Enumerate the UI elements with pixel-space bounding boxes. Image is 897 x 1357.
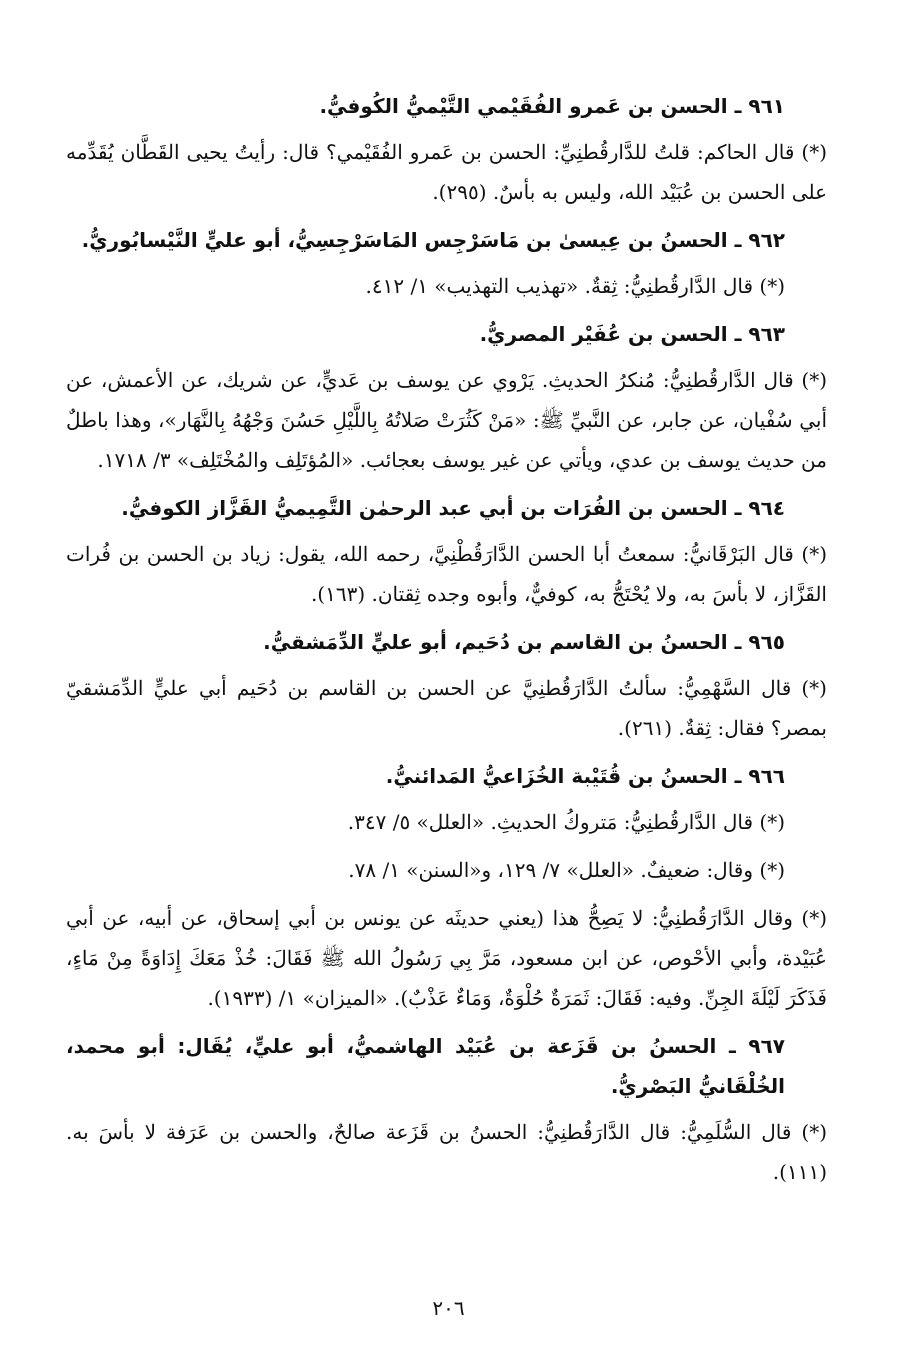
entry-heading: ٩٦٥ ـ الحسنُ بن القاسم بن دُحَيم، أبو عليٍّ الدِّمَشقيُّ. — [263, 630, 785, 654]
entry-heading: ٩٦٣ ـ الحسن بن عُفَيْر المصريُّ. — [479, 322, 785, 346]
entry-heading: ٩٦٧ ـ الحسنُ بن قَزَعة بن عُبَيْد الهاشميُّ، أبو عليٍّ، يُقَال: أبو محمد، الخُلْقَانيُّ البَصْريُّ. — [66, 1034, 785, 1098]
entry-963 — [66, 314, 827, 480]
entry-heading: ٩٦٤ ـ الحسن بن الفُرَات بن أبي عبد الرحمٰن التَّمِيميُّ القَزَّاز الكوفيُّ. — [121, 496, 785, 520]
entry-962 — [66, 220, 827, 306]
entry-text: (*) قال الحاكم: قلتُ للدَّارقُطنِيِّ: الحسن بن عَمرو الفُقَيْمي؟ قال: رأيتُ يحيى القَطَّان يُقَدِّمه على الحسن بن عُبَيْد الله، وليس به بأسٌ. (٢٩٥). — [66, 140, 827, 204]
entry-967 — [66, 1026, 827, 1192]
entry-text: (*) وقال: ضعيفٌ. «العلل» ٧/ ١٢٩، و«السنن» ١/ ٧٨. — [348, 858, 785, 882]
entry-966 — [66, 756, 827, 1018]
page-number: ٢٠٦ — [432, 1296, 465, 1320]
entry-964 — [66, 488, 827, 614]
entry-heading: ٩٦٢ ـ الحسنُ بن عِيسىٰ بن مَاسَرْجِس المَاسَرْجِسِيُّ، أبو عليٍّ النَّيْسابُوريُّ. — [81, 228, 785, 252]
entry-text: (*) قال السُّلَمِيُّ: قال الدَّارَقُطنِيُّ: الحسنُ بن قَزَعة صالحٌ، والحسن بن عَرَفة لا بأسَ به. (١١١). — [66, 1120, 827, 1184]
entry-961 — [66, 86, 827, 212]
entry-text: (*) قال الدَّارقُطنِيُّ: مَتروكُ الحديثِ. «العلل» ٥/ ٣٤٧. — [347, 810, 785, 834]
entry-text: (*) قال الدَّارقُطنِيُّ: ثِقةٌ. «تهذيب التهذيب» ١/ ٤١٢. — [365, 274, 785, 298]
entry-heading: ٩٦١ ـ الحسن بن عَمرو الفُقَيْمي التَّيْميُّ الكُوفيُّ. — [319, 94, 785, 118]
entry-heading: ٩٦٦ ـ الحسنُ بن قُتَيْبة الخُزَاعيُّ المَدائنيُّ. — [385, 764, 785, 788]
entry-text: (*) قال الدَّارقُطنِيُّ: مُنكرُ الحديثِ. يَرْوي عن يوسف بن عَديٍّ، عن شريك، عن الأعمش، عن أبي سُفْيان، عن جابر، عن النَّبيِّ ﷺ: «مَنْ كَثُرَتْ صَلاتُهُ بِاللَّيْلِ حَسُنَ وَجْهُهُ بِالنَّهَار»، وهذا باطلٌ من حديث يوسف بن عدي، ويأتي عن غير يوسف بعجائب. «المُؤتَلِف والمُخْتَلِف» ٣/ ١٧١٨. — [66, 368, 827, 472]
entry-text: (*) قال السَّهْمِيُّ: سألتُ الدَّارَقُطنِيَّ عن الحسن بن القاسم بن دُحَيم أبي عليٍّ الدِّمَشقيّ بمصر؟ فقال: ثِقةٌ. (٢٦١). — [66, 676, 827, 740]
entry-text: (*) قال البَرْقَانيُّ: سمعتُ أبا الحسن الدَّارَقُطْنِيَّ، رحمه الله، يقول: زياد بن الحسن بن فُرات القَزَّاز، لا بأسَ به، ولا يُحْتَجُّ به، كوفيٌّ، وأبوه وجده ثِقتان. (١٦٣). — [66, 542, 827, 606]
entry-text: (*) وقال الدَّارَقُطنِيُّ: لا يَصِحُّ هذا (يعني حديثَه عن يونس بن أبي إسحاق، عن أبيه، عن أبي عُبَيْدة، وأبي الأحْوص، عن ابن مسعود، مَرَّ بِي رَسُولُ الله ﷺ فَقَالَ: خُذْ مَعَكَ إِدَاوَةً مِنْ مَاءٍ، فَذَكَرَ لَيْلَةَ الجِنِّ. وفيه: فَقَالَ: ثَمَرَةٌ حُلْوَةٌ، وَمَاءٌ عَذْبٌ). «الميزان» ١/ (١٩٣٣). — [66, 906, 827, 1010]
entry-965 — [66, 622, 827, 748]
